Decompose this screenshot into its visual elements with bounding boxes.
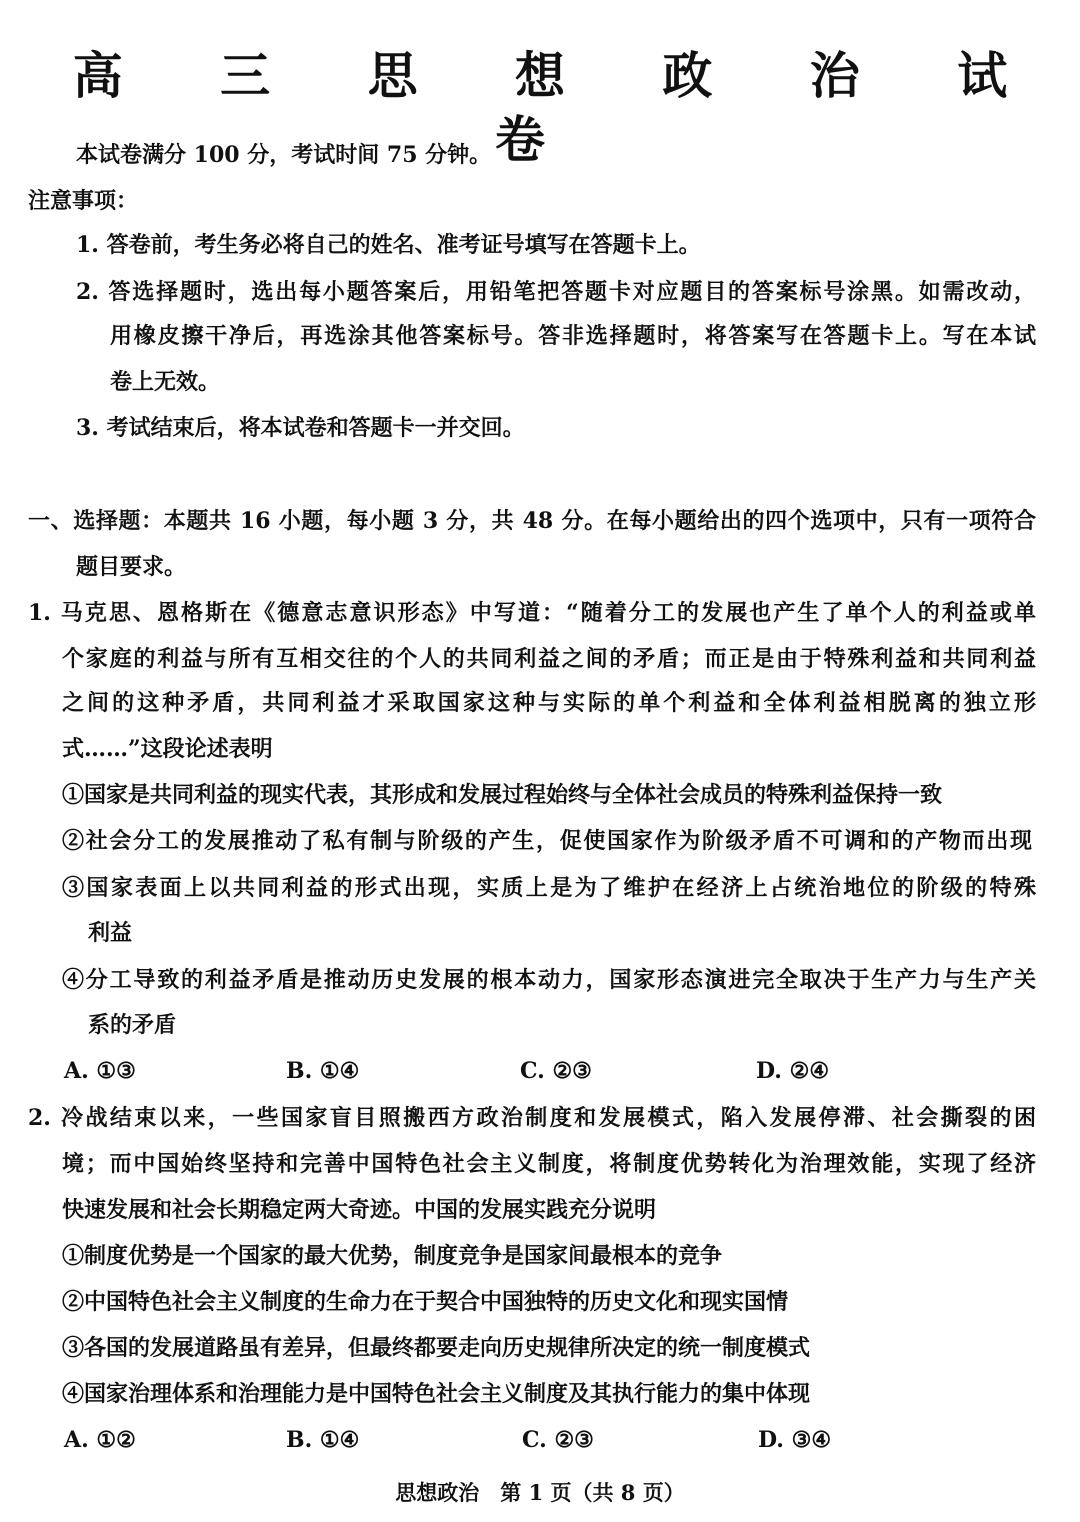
q2-stem-line: 快速发展和社会长期稳定两大奇迹。中国的发展实践充分说明 (62, 1197, 657, 1223)
q1-statement-2: ②社会分工的发展推动了私有制与阶级的产生，促使国家作为阶级矛盾不可调和的产物而出现 (62, 828, 1032, 854)
notice-item-1: 1. 答卷前，考生务必将自己的姓名、准考证号填写在答题卡上。 (76, 232, 701, 258)
page-footer: 思想政治 第 1 页（共 8 页） (395, 1480, 685, 1505)
q1-statement-3: ③国家表面上以共同利益的形式出现，实质上是为了维护在经济上占统治地位的阶级的特殊 (62, 875, 1036, 901)
q2-option-a: A. ①② (64, 1427, 136, 1453)
q1-stem-line: 1. 马克思、恩格斯在《德意志意识形态》中写道：“随着分工的发展也产生了单个人的利益或单 (28, 600, 1036, 626)
q2-option-d: D. ③④ (758, 1427, 832, 1453)
section-heading-cont: 题目要求。 (76, 554, 187, 580)
q2-stem-line: 境；而中国始终坚持和完善中国特色社会主义制度，将制度优势转化为治理效能，实现了经济 (62, 1151, 1036, 1177)
q2-statement-1: ①制度优势是一个国家的最大优势，制度竞争是国家间最根本的竞争 (62, 1243, 723, 1269)
q2-statement-4: ④国家治理体系和治理能力是中国特色社会主义制度及其执行能力的集中体现 (62, 1381, 811, 1407)
notice-item-3: 3. 考试结束后，将本试卷和答题卡一并交回。 (76, 415, 525, 441)
q1-statement-4-cont: 系的矛盾 (88, 1012, 177, 1038)
notice-item-2: 2. 答选择题时，选出每小题答案后，用铅笔把答题卡对应题目的答案标号涂黑。如需改动， (76, 279, 1036, 305)
section-heading: 一、选择题：本题共 16 小题，每小题 3 分，共 48 分。在每小题给出的四个选项中，只有一项符合 (28, 508, 1036, 534)
q2-statement-3: ③各国的发展道路虽有差异，但最终都要走向历史规律所决定的统一制度模式 (62, 1335, 811, 1361)
q2-statement-2: ②中国特色社会主义制度的生命力在于契合中国独特的历史文化和现实国情 (62, 1289, 789, 1315)
q1-stem-line: 个家庭的利益与所有互相交往的个人的共同利益之间的矛盾；而正是由于特殊利益和共同利益 (62, 646, 1036, 672)
q2-stem-line: 2. 冷战结束以来，一些国家盲目照搬西方政治制度和发展模式，陷入发展停滞、社会撕裂的困 (28, 1105, 1036, 1131)
q1-statement-1: ①国家是共同利益的现实代表，其形成和发展过程始终与全体社会成员的特殊利益保持一致 (62, 782, 943, 808)
page-title: 高 三 思 想 政 治 试 卷 (72, 46, 1048, 169)
notice-item-2-end: 卷上无效。 (110, 369, 221, 395)
notice-heading: 注意事项： (28, 188, 139, 214)
q1-stem-line: 之间的这种矛盾，共同利益才采取国家这种与实际的单个利益和全体利益相脱离的独立形 (62, 690, 1036, 716)
q2-option-b: B. ①④ (286, 1427, 360, 1453)
q1-option-b: B. ①④ (286, 1058, 360, 1084)
q2-option-c: C. ②③ (522, 1427, 594, 1453)
q1-statement-3-cont: 利益 (88, 920, 133, 946)
q1-option-a: A. ①③ (64, 1058, 136, 1084)
exam-intro: 本试卷满分 100 分，考试时间 75 分钟。 (76, 142, 492, 168)
q1-stem-line: 式……”这段论述表明 (62, 736, 273, 762)
notice-item-2-cont: 用橡皮擦干净后，再选涂其他答案标号。答非选择题时，将答案写在答题卡上。写在本试 (110, 323, 1036, 349)
q1-option-c: C. ②③ (520, 1058, 592, 1084)
q1-statement-4: ④分工导致的利益矛盾是推动历史发展的根本动力，国家形态演进完全取决于生产力与生产关 (62, 967, 1036, 993)
q1-option-d: D. ②④ (756, 1058, 830, 1084)
